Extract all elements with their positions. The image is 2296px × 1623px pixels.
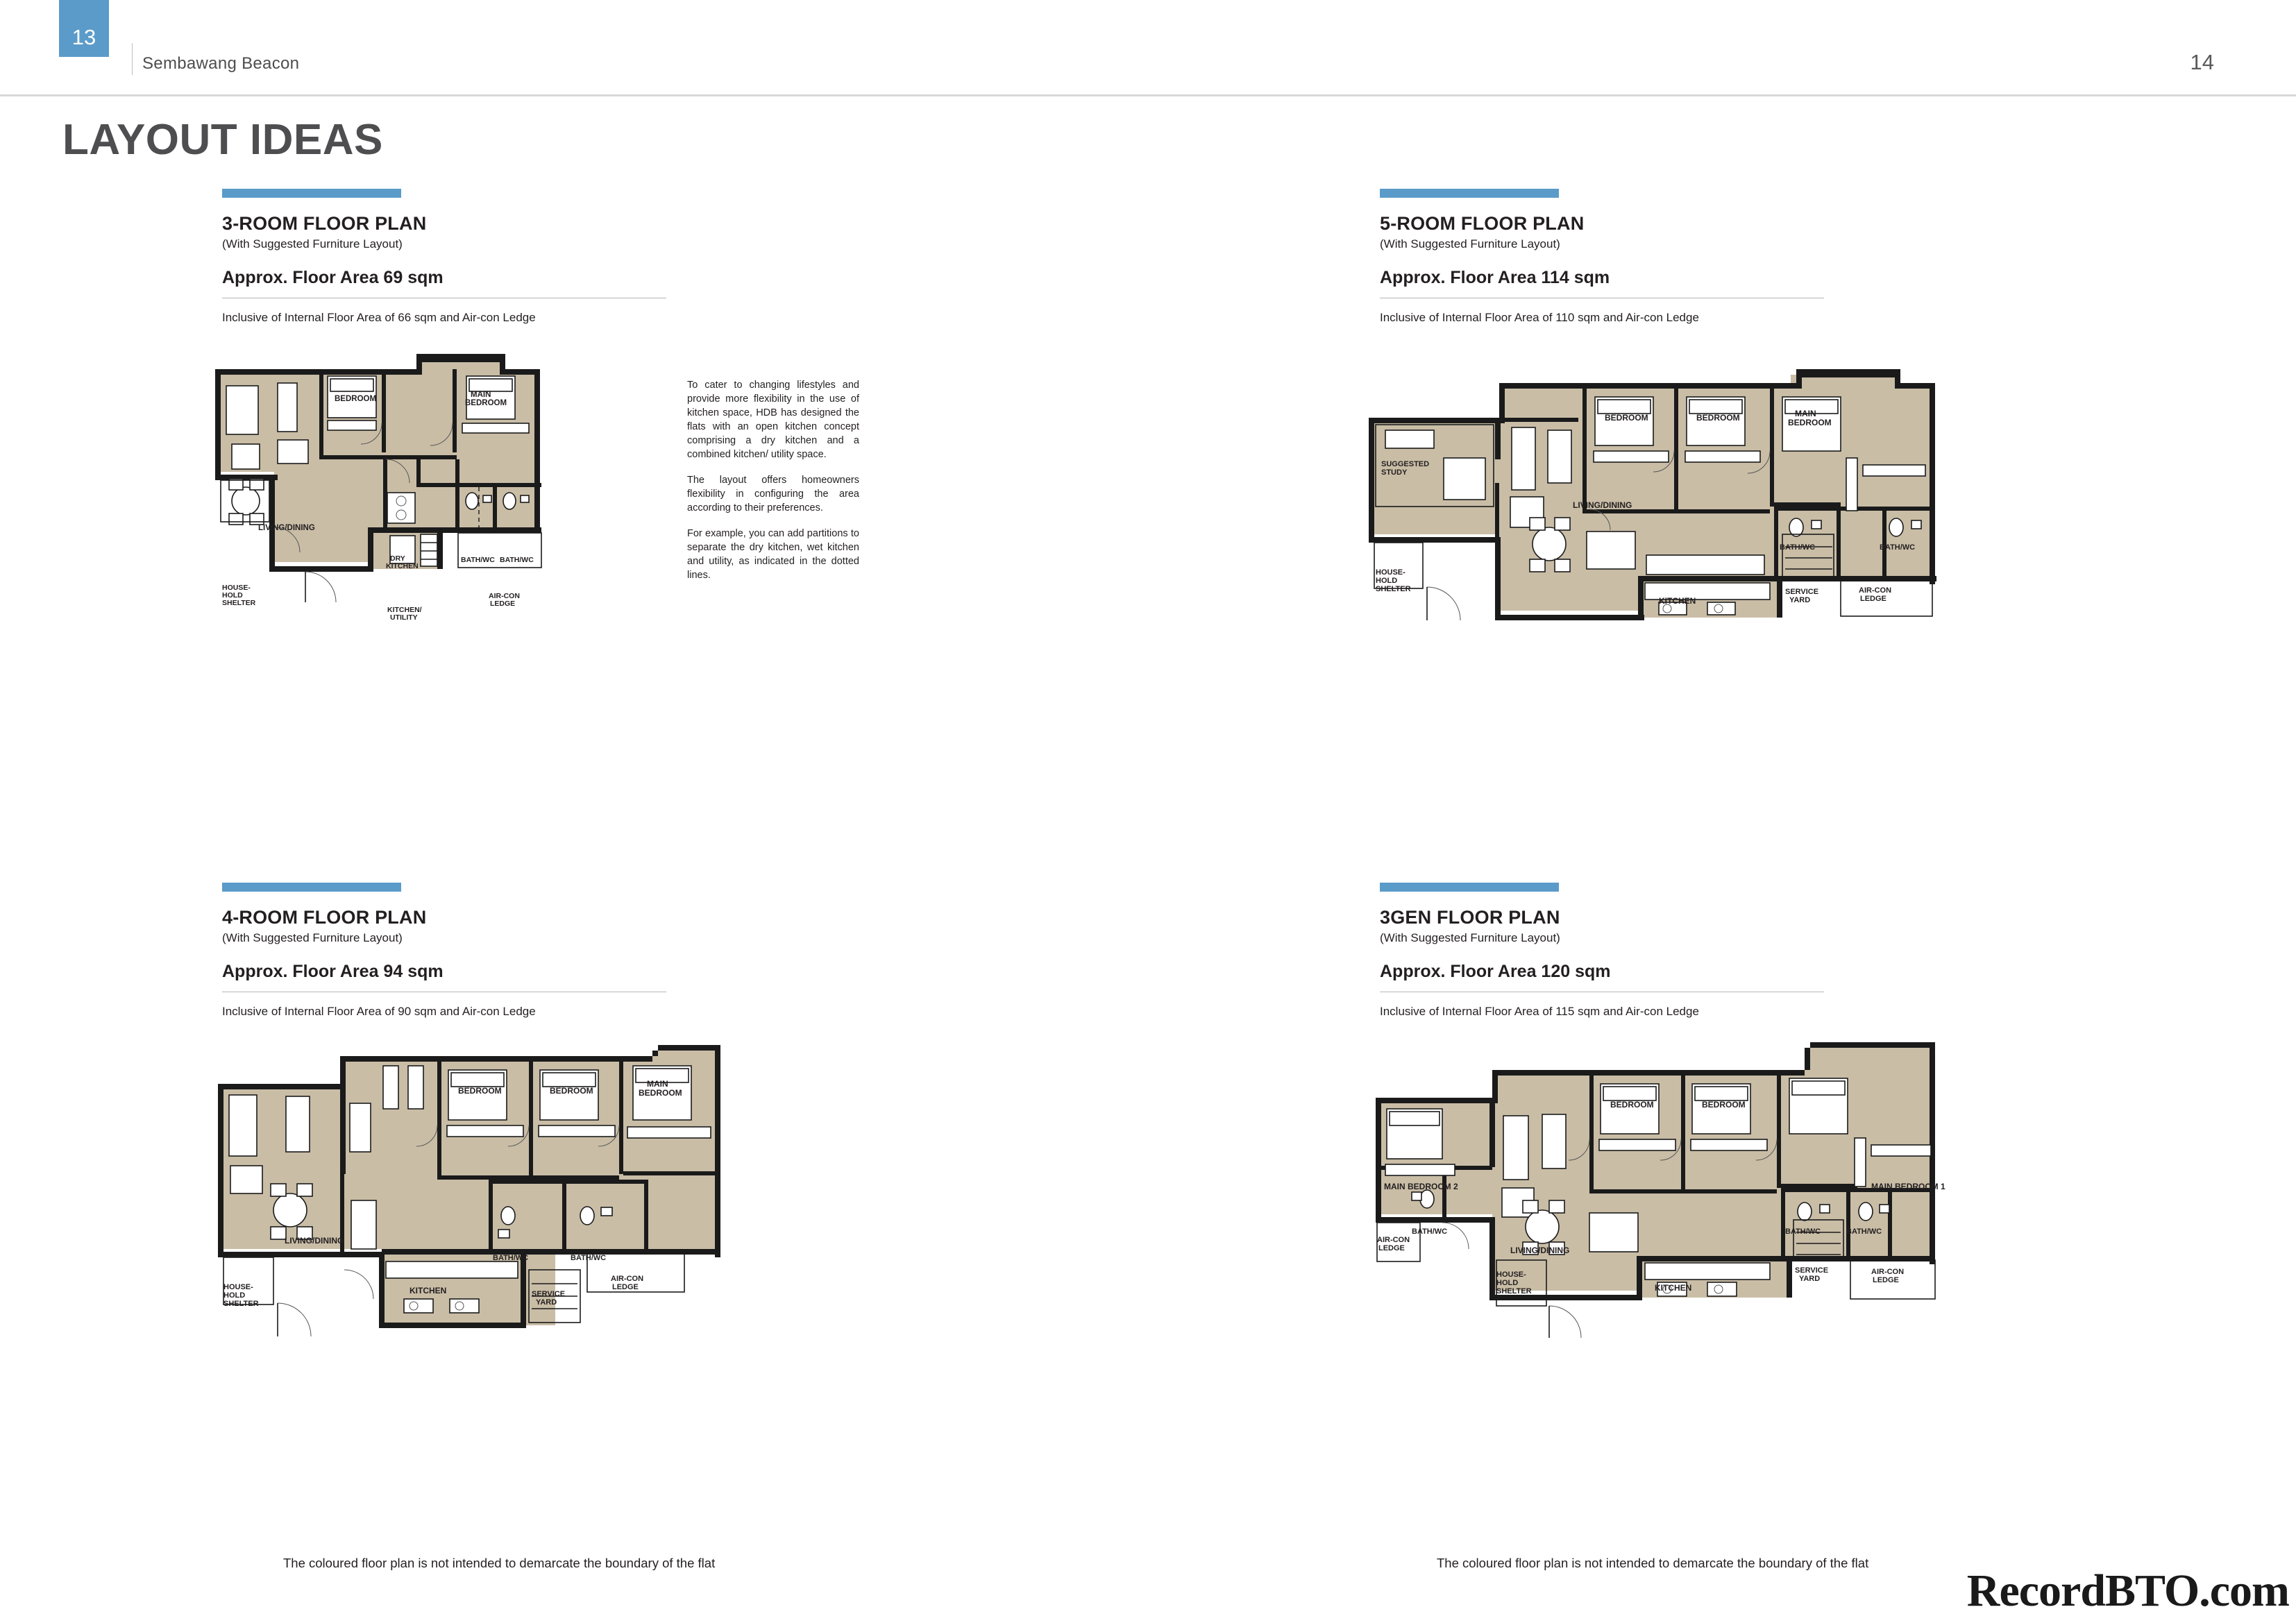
svg-text:YARD: YARD: [1799, 1275, 1821, 1283]
svg-text:SHELTER: SHELTER: [1376, 585, 1411, 593]
svg-text:LIVING/DINING: LIVING/DINING: [1573, 500, 1632, 510]
svg-text:AIR-CON: AIR-CON: [489, 592, 520, 600]
plan-block-3gen: [1380, 883, 1824, 1019]
svg-text:SHELTER: SHELTER: [222, 599, 256, 607]
svg-text:SUGGESTED: SUGGESTED: [1381, 460, 1430, 468]
svg-text:MAIN: MAIN: [1795, 409, 1816, 418]
accent-bar: [222, 883, 401, 892]
svg-text:BEDROOM: BEDROOM: [639, 1088, 682, 1098]
accent-bar: [1380, 883, 1559, 892]
svg-text:KITCHEN: KITCHEN: [386, 562, 419, 570]
plan-block-3room: [222, 189, 666, 325]
floorplan-4room: [208, 1041, 847, 1471]
footnote-right: The coloured floor plan is not intended to demarcate the boundary of the flat: [1437, 1556, 1869, 1570]
svg-text:BATH/WC: BATH/WC: [1785, 1227, 1821, 1236]
svg-text:SHELTER: SHELTER: [1496, 1287, 1532, 1295]
plan-block-4room: [222, 883, 666, 1019]
side-note-p3: For example, you can add partitions to separate the dry kitchen, wet kitchen and utility, as indicated in the dotted lines.: [687, 528, 859, 581]
svg-text:AIR-CON: AIR-CON: [1377, 1236, 1410, 1244]
svg-text:BEDROOM: BEDROOM: [335, 395, 377, 403]
svg-text:BATH/WC: BATH/WC: [493, 1254, 529, 1262]
plan-area: Approx. Floor Area 69 sqm: [222, 268, 666, 298]
svg-text:KITCHEN: KITCHEN: [1655, 1283, 1692, 1293]
plan-area: Approx. Floor Area 94 sqm: [222, 962, 666, 992]
floorplan-3gen: [1360, 1034, 2124, 1478]
svg-text:HOUSE-: HOUSE-: [1496, 1271, 1526, 1279]
svg-text:BATH/WC: BATH/WC: [1412, 1227, 1448, 1236]
svg-text:HOLD: HOLD: [223, 1291, 246, 1300]
svg-text:HOLD: HOLD: [222, 591, 243, 600]
footnote-left: The coloured floor plan is not intended to demarcate the boundary of the flat: [283, 1556, 716, 1570]
page-number-right: 14: [2190, 50, 2214, 74]
svg-text:MAIN BEDROOM 1: MAIN BEDROOM 1: [1871, 1182, 1945, 1191]
svg-text:KITCHEN: KITCHEN: [1659, 596, 1696, 606]
svg-text:LEDGE: LEDGE: [1378, 1244, 1405, 1252]
svg-text:HOLD: HOLD: [1496, 1279, 1519, 1287]
plan-block-5room: [1380, 189, 1824, 325]
svg-text:BEDROOM: BEDROOM: [1605, 413, 1648, 423]
svg-text:LEDGE: LEDGE: [1860, 595, 1886, 603]
svg-text:KITCHEN: KITCHEN: [410, 1286, 447, 1295]
accent-bar: [222, 189, 401, 198]
svg-text:BEDROOM: BEDROOM: [1702, 1100, 1746, 1110]
svg-text:BATH/WC: BATH/WC: [500, 556, 534, 564]
svg-text:BATH/WC: BATH/WC: [1880, 543, 1916, 552]
plan-subtitle: (With Suggested Furniture Layout): [222, 931, 403, 944]
plan-subtitle: (With Suggested Furniture Layout): [222, 237, 403, 250]
svg-text:BATH/WC: BATH/WC: [571, 1254, 607, 1262]
plan-area: Approx. Floor Area 120 sqm: [1380, 962, 1824, 992]
watermark: RecordBTO.com: [1966, 1565, 2289, 1616]
side-note-p2: The layout offers homeowners flexibility in configuring the area according to their preferences.: [687, 475, 859, 513]
svg-text:HOUSE-: HOUSE-: [222, 584, 251, 592]
plan-subtitle: (With Suggested Furniture Layout): [1380, 237, 1560, 250]
plan-title: 4-ROOM FLOOR PLAN: [222, 907, 427, 928]
svg-text:KITCHEN/: KITCHEN/: [387, 606, 422, 614]
floorplan-5room: [1360, 361, 2096, 784]
svg-text:LEDGE: LEDGE: [612, 1283, 639, 1291]
svg-text:HOLD: HOLD: [1376, 577, 1398, 585]
page-number-left: 13: [59, 0, 109, 57]
svg-text:SERVICE: SERVICE: [532, 1290, 566, 1298]
svg-text:BATH/WC: BATH/WC: [461, 556, 495, 564]
svg-text:LEDGE: LEDGE: [490, 600, 516, 608]
plan-area: Approx. Floor Area 114 sqm: [1380, 268, 1824, 298]
svg-text:YARD: YARD: [1789, 596, 1811, 604]
svg-text:UTILITY: UTILITY: [390, 613, 418, 622]
accent-bar: [1380, 189, 1559, 198]
svg-text:SERVICE: SERVICE: [1795, 1266, 1829, 1275]
svg-text:MAIN: MAIN: [647, 1079, 668, 1089]
svg-text:SHELTER: SHELTER: [223, 1300, 259, 1308]
svg-text:HOUSE-: HOUSE-: [1376, 568, 1406, 577]
page-header: [0, 0, 2296, 96]
floorplan-3room: [208, 354, 694, 770]
page-title: LAYOUT IDEAS: [62, 116, 383, 164]
svg-text:BEDROOM: BEDROOM: [550, 1086, 593, 1096]
svg-text:BEDROOM: BEDROOM: [1696, 413, 1740, 423]
svg-text:LIVING/DINING: LIVING/DINING: [285, 1236, 344, 1246]
plan-subtitle: (With Suggested Furniture Layout): [1380, 931, 1560, 944]
plan-inclusive: Inclusive of Internal Floor Area of 110 sqm and Air-con Ledge: [1380, 311, 1699, 324]
side-note-p1: To cater to changing lifestyles and provide more flexibility in the use of kitchen space, HDB has designed the flats with an open kitchen concept comprising a dry kitchen and a combined kitchen/ utility space.: [687, 380, 859, 460]
svg-text:BEDROOM: BEDROOM: [465, 399, 507, 407]
svg-text:DRY: DRY: [390, 554, 405, 563]
svg-text:YARD: YARD: [536, 1298, 557, 1307]
svg-text:BEDROOM: BEDROOM: [1788, 418, 1832, 427]
svg-text:AIR-CON: AIR-CON: [1871, 1268, 1905, 1276]
svg-text:MAIN: MAIN: [471, 391, 491, 399]
svg-text:SERVICE: SERVICE: [1785, 588, 1819, 596]
svg-text:MAIN BEDROOM 2: MAIN BEDROOM 2: [1384, 1182, 1458, 1191]
plan-inclusive: Inclusive of Internal Floor Area of 115 sqm and Air-con Ledge: [1380, 1005, 1699, 1018]
svg-text:LEDGE: LEDGE: [1873, 1276, 1899, 1284]
project-name: Sembawang Beacon: [142, 54, 300, 73]
svg-text:BEDROOM: BEDROOM: [458, 1086, 502, 1096]
plan-inclusive: Inclusive of Internal Floor Area of 90 sqm and Air-con Ledge: [222, 1005, 536, 1018]
svg-text:BATH/WC: BATH/WC: [1780, 543, 1816, 552]
svg-text:AIR-CON: AIR-CON: [611, 1275, 644, 1283]
plan-title: 3GEN FLOOR PLAN: [1380, 907, 1560, 928]
header-divider: [132, 43, 133, 75]
svg-text:STUDY: STUDY: [1381, 468, 1408, 477]
side-note-3room: [687, 378, 859, 594]
svg-text:LIVING/DINING: LIVING/DINING: [258, 524, 315, 532]
svg-text:AIR-CON: AIR-CON: [1859, 586, 1892, 595]
svg-text:LIVING/DINING: LIVING/DINING: [1510, 1246, 1570, 1255]
svg-text:BEDROOM: BEDROOM: [1610, 1100, 1654, 1110]
plan-title: 5-ROOM FLOOR PLAN: [1380, 213, 1585, 234]
svg-text:BATH/WC: BATH/WC: [1846, 1227, 1882, 1236]
svg-text:HOUSE-: HOUSE-: [223, 1283, 253, 1291]
plan-title: 3-ROOM FLOOR PLAN: [222, 213, 427, 234]
plan-inclusive: Inclusive of Internal Floor Area of 66 sqm and Air-con Ledge: [222, 311, 536, 324]
